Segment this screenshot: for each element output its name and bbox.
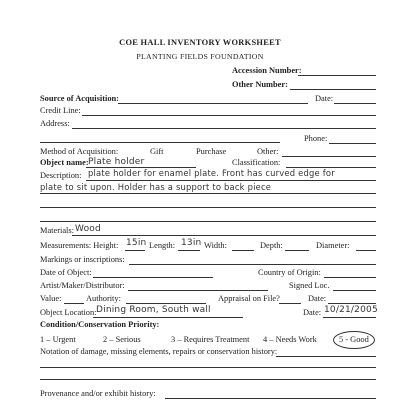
location-date-label: Date: <box>303 308 322 317</box>
width-line <box>232 250 254 251</box>
description-line-4 <box>40 221 376 222</box>
object-location-label: Object Location: <box>40 308 97 317</box>
signed-line <box>333 290 376 291</box>
condition-requires-treatment: 3 – Requires Treatment <box>171 335 250 344</box>
method-gift: Gift <box>150 147 164 156</box>
object-location-value: Dining Room, South wall <box>96 305 211 315</box>
authority-label: Authority: <box>86 294 121 303</box>
height-value: 15in <box>126 238 147 248</box>
notation-line-3 <box>40 379 376 380</box>
condition-urgent: 1 – Urgent <box>40 335 76 344</box>
description-label: Description: <box>40 171 82 180</box>
worksheet-subtitle: PLANTING FIELDS FOUNDATION <box>136 52 264 61</box>
depth-label: Depth: <box>260 241 283 250</box>
appraisal-date-label: Date: <box>308 294 327 303</box>
appraisal-label: Appraisal on File? <box>218 294 280 303</box>
credit-line-line <box>82 115 376 116</box>
method-purchase: Purchase <box>196 147 227 156</box>
object-name-label: Object name: <box>40 158 89 167</box>
other-number-label: Other Number: <box>232 80 288 89</box>
depth-line <box>285 250 309 251</box>
description-text-2: plate to sit upon. Holder has a support to back piece <box>40 182 272 192</box>
notation-line-1 <box>276 356 376 357</box>
markings-label: Markings or inscriptions: <box>40 255 125 264</box>
measurements-height-label: Measurements: Height: <box>40 241 119 250</box>
address-label: Address: <box>40 119 70 128</box>
appraisal-line <box>279 303 301 304</box>
length-label: Length: <box>149 241 176 250</box>
markings-line <box>129 264 376 265</box>
address-line-2 <box>40 142 280 143</box>
country-label: Country of Origin: <box>258 268 321 277</box>
description-line-1 <box>86 180 376 181</box>
source-line <box>118 103 308 104</box>
object-name-value: Plate holder <box>88 157 145 167</box>
method-label: Method of Acquisition: <box>40 147 119 156</box>
other-number-line <box>290 89 376 90</box>
authority-line <box>126 303 206 304</box>
phone-line <box>329 143 376 144</box>
height-line <box>125 250 145 251</box>
source-label: Source of Acquisition: <box>40 94 119 103</box>
description-line-3 <box>40 207 376 208</box>
method-other: Other: <box>257 147 279 156</box>
method-other-line <box>282 156 376 157</box>
artist-line <box>128 290 268 291</box>
diameter-line <box>356 250 376 251</box>
classification-label: Classification: <box>232 158 281 167</box>
condition-needs-work: 4 – Needs Work <box>263 335 317 344</box>
value-label: Value: <box>40 294 62 303</box>
width-label: Width: <box>204 241 227 250</box>
provenance-line <box>165 398 376 399</box>
signed-label: Signed Loc. <box>289 281 330 290</box>
length-value: 13in <box>181 238 202 248</box>
materials-value: Wood <box>75 224 101 234</box>
date-of-object-label: Date of Object: <box>40 268 92 277</box>
date-of-object-line <box>93 277 213 278</box>
artist-label: Artist/Maker/Distributor: <box>40 281 125 290</box>
credit-line-label: Credit Line: <box>40 106 81 115</box>
condition-good: 5 - Good <box>339 335 369 344</box>
materials-line <box>72 235 376 236</box>
address-line-1 <box>72 128 376 129</box>
notation-label: Notation of damage, missing elements, repairs or conservation history: <box>40 347 278 356</box>
accession-number-line <box>298 75 376 76</box>
appraisal-date-line <box>328 303 376 304</box>
value-line <box>64 303 84 304</box>
materials-label: Materials: <box>40 226 74 235</box>
notation-line-2 <box>40 367 376 368</box>
accession-number-label: Accession Number: <box>232 66 302 75</box>
source-date-label: Date: <box>315 94 334 103</box>
provenance-label: Provenance and/or exhibit history: <box>40 389 156 398</box>
length-line <box>178 250 200 251</box>
location-date-value: 10/21/2005 <box>324 305 378 315</box>
condition-label: Condition/Conservation Priority: <box>40 320 160 329</box>
location-date-line <box>323 317 376 318</box>
source-date-line <box>334 103 376 104</box>
country-line <box>324 277 376 278</box>
phone-label: Phone: <box>304 134 328 143</box>
condition-serious: 2 – Serious <box>103 335 141 344</box>
worksheet-title: COE HALL INVENTORY WORKSHEET <box>119 38 281 47</box>
diameter-label: Diameter: <box>316 241 350 250</box>
description-text-1: plate holder for enamel plate. Front has curved edge for <box>88 168 335 178</box>
object-location-line <box>93 317 243 318</box>
description-line-2 <box>40 193 376 194</box>
